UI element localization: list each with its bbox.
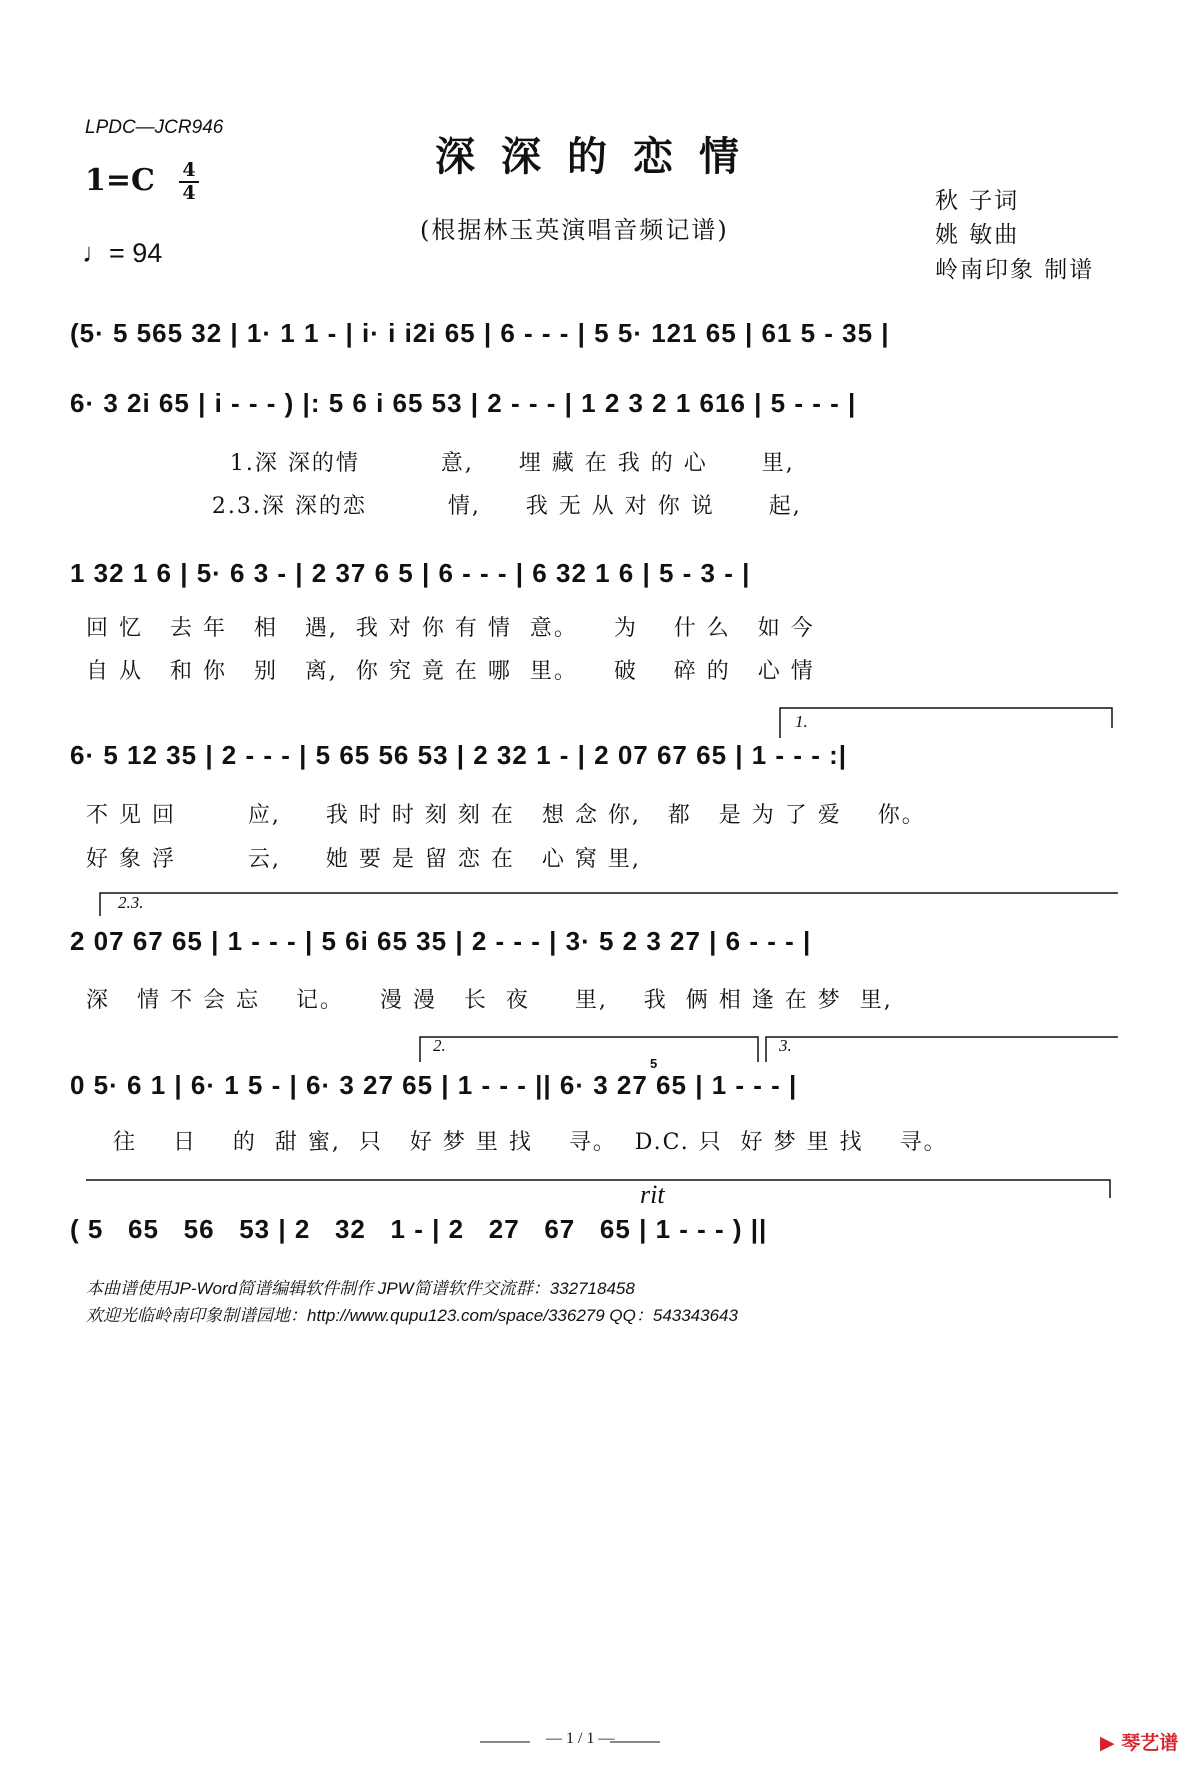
lyric-line: 好 象 浮 云, 她 要 是 留 恋 在 心 窝 里, bbox=[86, 847, 641, 872]
song-title: 深深的恋情 bbox=[435, 133, 765, 180]
volta-2-bracket bbox=[420, 1037, 758, 1062]
lyricist-credit: 秋 子词 bbox=[935, 188, 1020, 214]
volta-1-label: 1. bbox=[795, 712, 808, 731]
coda-line bbox=[86, 1180, 1110, 1198]
volta-23-bracket bbox=[100, 893, 1118, 916]
composer-credit: 姚 敏曲 bbox=[935, 222, 1020, 248]
score-system-7: ( 5 65 56 53 | 2 32 1 - | 2 27 67 65 | 1 - - - ) || bbox=[70, 1214, 768, 1244]
arranger-credit: 岭南印象 制谱 bbox=[935, 257, 1095, 283]
score-system-5: 2 07 67 65 | 1 - - - | 5 6i 65 35 | 2 - - - | 3· 5 2 3 27 | 6 - - - | bbox=[70, 926, 812, 956]
volta-3-label: 3. bbox=[779, 1036, 792, 1055]
lyric-line: 2.3.深 深的恋 情, 我 无 从 对 你 说 起, bbox=[86, 494, 802, 519]
score-system-2: 6· 3 2i 65 | i - - - ) |: 5 6 i 65 53 | 2 - - - | 1 2 3 2 1 616 | 5 - - - | bbox=[70, 388, 857, 418]
ritardando-marking: rit bbox=[640, 1180, 665, 1209]
score-code: LPDC—JCR946 bbox=[85, 117, 224, 138]
volta-1-bracket bbox=[780, 708, 1112, 738]
logo-icon: ▶ bbox=[1100, 1732, 1122, 1754]
score-system-6: 0 5· 6 1 | 6· 1 5 - | 6· 3 27 65 | 1 - - - || 6· 3 27 65 | 1 - - - | bbox=[70, 1070, 798, 1100]
grace-note: 5 bbox=[650, 1056, 658, 1071]
score-system-1: (5· 5 565 32 | 1· 1 1 - | i· i i2i 65 | 6 - - - | 5 5· 121 65 | 61 5 - 35 | bbox=[70, 318, 890, 348]
lyric-line: 自 从 和 你 别 离, 你 究 竟 在 哪 里。 破 碎 的 心 情 bbox=[86, 659, 815, 684]
volta-2-label: 2. bbox=[433, 1036, 446, 1055]
lyric-line: 回 忆 去 年 相 遇, 我 对 你 有 情 意。 为 什 么 如 今 bbox=[86, 616, 815, 641]
score-system-3: 1 32 1 6 | 5· 6 3 - | 2 37 6 5 | 6 - - - | 6 32 1 6 | 5 - 3 - | bbox=[70, 558, 751, 588]
lyric-line: 1.深 深的情 意, 埋 藏 在 我 的 心 里, bbox=[86, 451, 795, 476]
volta-23-label: 2.3. bbox=[118, 893, 144, 912]
volta-3-bracket bbox=[766, 1037, 1118, 1062]
lyric-line: 不 见 回 应, 我 时 时 刻 刻 在 想 念 你, 都 是 为 了 爱 你。 bbox=[86, 803, 926, 828]
song-subtitle: (根据林玉英演唱音频记谱) bbox=[420, 216, 729, 244]
score-system-4: 6· 5 12 35 | 2 - - - | 5 65 56 53 | 2 32 1 - | 2 07 67 65 | 1 - - - :| bbox=[70, 740, 848, 770]
tempo-marking: ♩= 94 bbox=[82, 238, 163, 268]
lyric-line: 深 情 不 会 忘 记。 漫 漫 长 夜 里, 我 俩 相 逢 在 梦 里, bbox=[86, 988, 893, 1013]
time-numerator: 4 bbox=[182, 159, 196, 181]
footer-line-1: 本曲谱使用JP-Word简谱编辑软件制作 JPW简谱软件交流群：332718458 bbox=[86, 1279, 635, 1298]
site-logo: ▶ 琴艺谱 bbox=[1100, 1732, 1179, 1754]
lyric-line: 往 日 的 甜 蜜, 只 好 梦 里 找 寻。 D.C. 只 好 梦 里 找 寻。 bbox=[86, 1130, 948, 1155]
page-number: — 1 / 1 — bbox=[546, 1730, 615, 1747]
footer-line-2: 欢迎光临岭南印象制谱园地：http://www.qupu123.com/space/336279 QQ：543343643 bbox=[86, 1306, 738, 1325]
key-signature: 1=C bbox=[85, 163, 155, 198]
time-denominator: 4 bbox=[182, 182, 196, 204]
